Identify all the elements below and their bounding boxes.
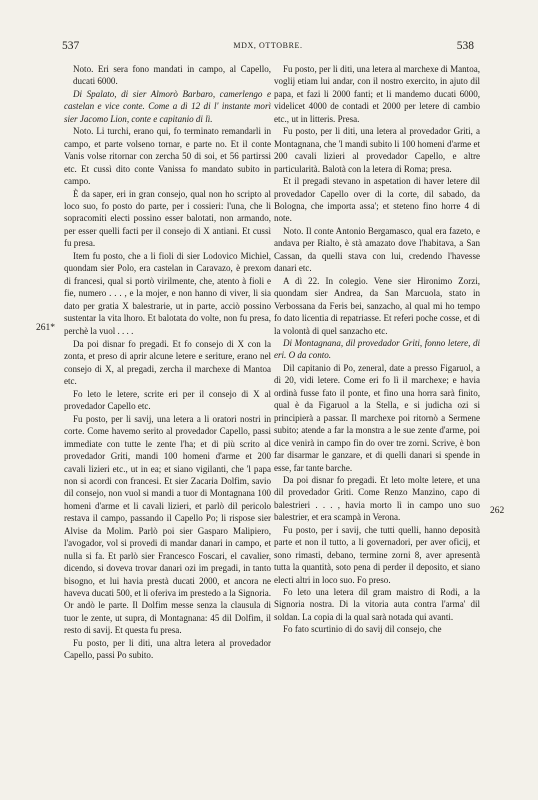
paragraph: Di Montagnana, dil provedador Griti, fonno letere, di eri. O da conto. — [274, 337, 480, 361]
running-header — [62, 40, 474, 54]
paragraph: Dil capitanio di Po, zeneral, date a presso Figaruol, a dì 20, vidi letere. Come eri fo lì il marchexe; e havia ordinà fusse fato il ponte, et fino una horra sarà finito, qual è da Figaruol a la Stella, e si judicha ozi si principierà a passar. Il marchexe poi ritornò a Sermene subito; atende a far la monstra a le sue zente d'arme, poi dice venirà in campo fin do over tre zorni. Scrive, è bon far disarmar le ganzare, et di quelli danari si spende in esse, far tante barche. — [274, 362, 480, 473]
paragraph: Fu posto, per li savij, una letera a li oratori nostri in corte. Come havemo serito al provedador Capello, passi immediate con tutte le zente l'ha; et di più scrito al provedador Griti, mandi 100 homeni d'arme et 200 cavali lizieri etc., ut in ea; et siano vigilanti, che 'l papa non si acordi con francesi. Et sier Zacaria Dolfim, savio dil consejo, non vuol si mandi a tuor di Montagnana 100 homeni d'arme et li cavali lizieri, et parlò dil pericolo restava il campo, passando il Capello Po; li rispose sier Alvise da Molim. Parlò poi sier Gasparo Malipiero, l'avogador, vol si provedi di mandar danari in campo, et nulla si fa. Et parlò sier Francesco Foscari, el cavalier, dicendo, si doveva trovar danari ozi im pregadi, in tanto bisogno, et lui havia prestà ducati 2000, et ancora ne haveva ducati 500, et li oferiva im prestedo a la Signoria. Or andò le parte. Il Dolfim messe senza la clausula di tuor le zente, ut supra, di Montagnana: 45 dil Dolfim, il resto di savij. Et questa fu presa. — [64, 413, 272, 636]
paragraph: Fu posto, per li diti, una letera al marchexe di Mantoa, voglij etiam lui andar, con il nostro exercito, in ajuto dil papa, et fazi li 2000 fanti; et li mandemo ducati 6000, videlicet 4000 de contadi et 2000 per letere di cambio etc., ut in litteris. Presa. — [274, 64, 480, 124]
paragraph: Di Spalato, di sier Almorò Barbaro, camerlengo e castelan e vice conte. Come a dì 12 di l' instante morì sier Jacomo Lion, conte e capitanio di lì. — [64, 88, 271, 124]
paragraph: Item fu posto, che a li fioli di sier Lodovico Michiel, quondam sier Polo, era castelan in Caravazo, è prexom di francesi, qual si portò virilmente, che, atento à fioli e fie, numero . . . , e la mojer, e non hanno di viver, li sia dato per gratia X balestrarie, ut in parte, acciò possino sustentar la vita lhoro. Et balotata do volte, non fu presa, perchè la vuol . . . . — [64, 250, 271, 336]
paragraph: È da saper, eri in gran consejo, qual non ho scripto al loco suo, fo posto do parte, per i cossieri: l'una, che li sopracomiti electi possino esser balotati, non armando, per esser quelli facti per il consejo di X antiani. Et cussì fu presa. — [64, 188, 271, 249]
paragraph: A dì 22. In colegio. Vene sier Hironimo Zorzi, quondam sier Andrea, da San Marcuola, stato in Verbossana da Feris bei, sanzacho, al qual mi ho tempo fo dato licentia di repatriasse. Et referi poche cosse, et di la volontà di quel sanzacho etc. — [274, 275, 480, 336]
paragraph: Fo leto una letera dil gram maistro di Rodi, a la Signoria nostra. Di la vitoria auta contra l'arma' dil soldan. La copia di la qual sarà notada qui avanti. — [274, 587, 480, 622]
margin-page-marker-right: 262 — [490, 506, 505, 516]
running-title: MDX, OTTOBRE. — [233, 41, 303, 50]
paragraph: Noto. Eri sera fono mandati in campo, al Capello, ducati 6000. — [73, 64, 271, 87]
paragraph: Noto. Li turchi, erano qui, fo terminato remandarli in campo, et parte volseno tornar, e parte no. Et il conte Vanis volse ritornar con zercha 50 di soi, et 56 partirssi etc. Et cussì dito conte Vanissa fo mandato subito in campo. — [64, 126, 271, 187]
paragraph: Da poi disnar fo pregadi. Et leto molte letere, et una dil provedador Griti. Come Renzo Manzino, capo di balestrieri . . . , havia morto lì in campo uno suo balestrier, et era scampà in Verona. — [274, 474, 480, 523]
paragraph: Et il pregadi stevano in aspetation di haver letere dil provedador Capello over di la corte, dil sabado, da Bologna, che importa assa'; et steteno fino horre 4 di note. — [274, 176, 480, 224]
paragraph: Fu posto, per li diti, una letera al provedador Griti, a Montagnana, che 'l mandi subito li 100 homeni d'arme et 200 cavali lizieri al provedador Capello, e altre particularità. Balotà con la letera di Roma; presa. — [274, 126, 480, 174]
margin-page-marker-left: 261* — [36, 323, 55, 333]
left-column — [64, 63, 271, 662]
page-number-left: 537 — [62, 40, 80, 52]
page-number-right: 538 — [456, 40, 474, 52]
paragraph: Da poi disnar fo pregadi. Et fo consejo di X con la zonta, et preso di aprir alcune letere e seriture, erano nel consejo di X, al pregadi, zercha il marchexe di Mantoa etc. — [64, 338, 271, 387]
paragraph: Fu posto, per li diti, una altra letera al provedador Capello, passi Po subito. — [64, 637, 271, 661]
paragraph: Noto. Il conte Antonio Bergamasco, qual era fazeto, e andava per Rialto, è stà amazato dove l'habitava, a San Cassan, da quelli stava con lui, credendo l'havesse danari etc. — [274, 225, 480, 274]
paragraph: Fo fato scurtinio di do savij dil consejo, che — [283, 624, 442, 635]
right-column — [274, 63, 480, 636]
paragraph: Fo leto le letere, scrite eri per il consejo di X al provedador Capello etc. — [64, 388, 271, 412]
paragraph: Fu posto, per i savij, che tutti quelli, hanno deposità parte et non il tutto, a li governadori, per aver oficij, et sono rimasti, debano, termine zorni 8, aver apresentà tutta la quantità, soto pena di perder il deposito, et siano electi altri in loco suo. Fo preso. — [274, 524, 480, 585]
